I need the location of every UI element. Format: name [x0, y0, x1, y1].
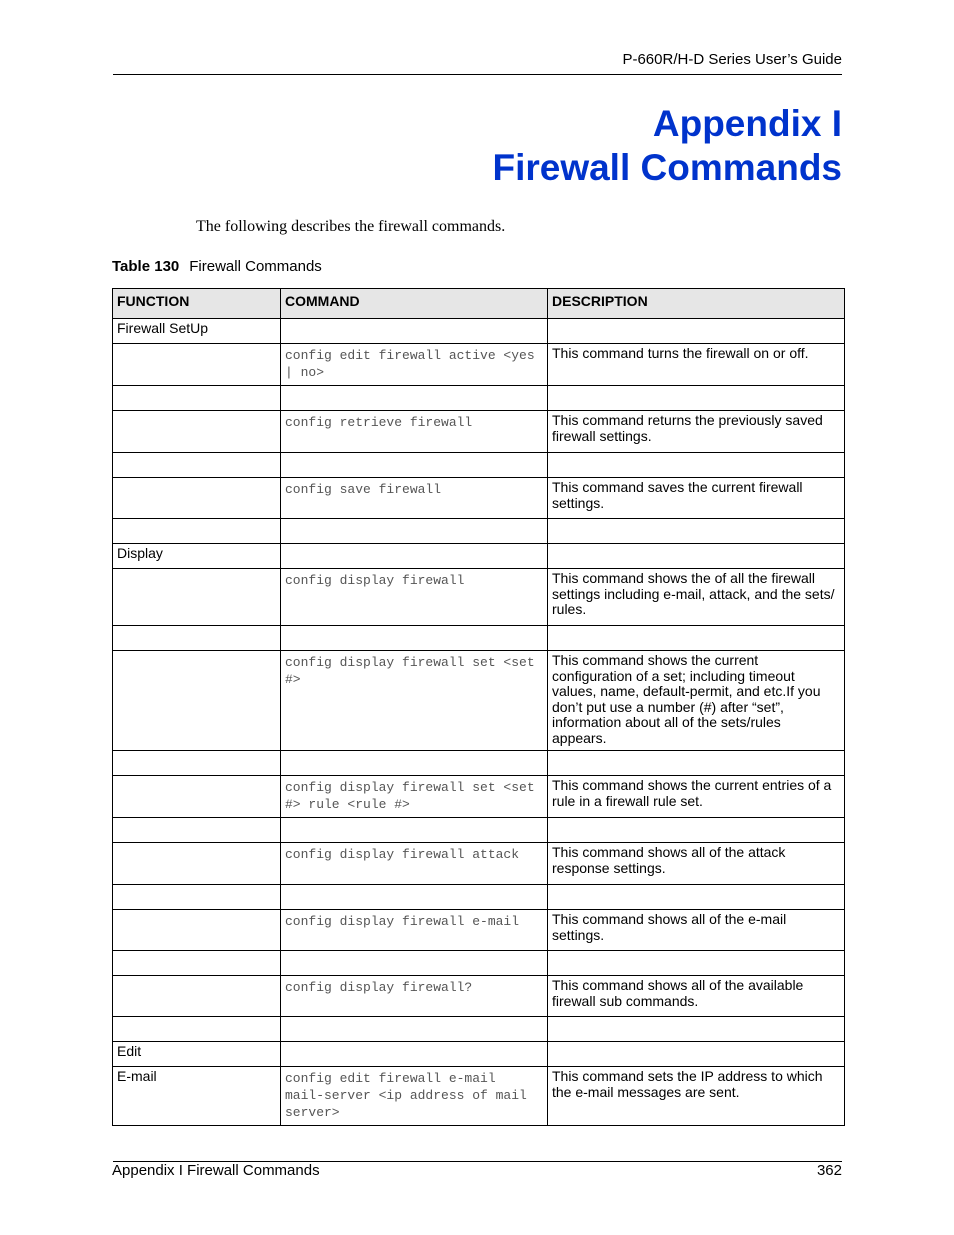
function-cell: [113, 453, 281, 478]
description-cell: [548, 626, 845, 651]
function-cell: [113, 478, 281, 519]
function-cell: Edit: [113, 1042, 281, 1067]
description-cell: [548, 885, 845, 910]
function-cell: Firewall SetUp: [113, 319, 281, 344]
description-cell: This command shows the of all the firewall settings including e-mail, attack, and the sets/ rules.: [548, 569, 845, 626]
table-row: [113, 776, 845, 818]
command-cell: config retrieve firewall: [281, 411, 548, 453]
description-cell: This command turns the firewall on or off.: [548, 344, 845, 386]
function-cell: E-mail: [113, 1067, 281, 1126]
table-row: [113, 453, 845, 478]
table-caption: [112, 258, 322, 275]
description-cell: [548, 1042, 845, 1067]
command-cell: config display firewall e-mail: [281, 910, 548, 951]
function-cell: [113, 951, 281, 976]
command-cell: [281, 319, 548, 344]
header-divider: [113, 74, 842, 75]
command-cell: config display firewall set <set #>: [281, 651, 548, 751]
description-cell: [548, 519, 845, 544]
table-row: [113, 1042, 845, 1067]
command-cell: config save firewall: [281, 478, 548, 519]
command-cell: [281, 885, 548, 910]
description-cell: [548, 386, 845, 411]
function-cell: [113, 1017, 281, 1042]
function-cell: [113, 569, 281, 626]
table-row: [113, 519, 845, 544]
function-cell: [113, 885, 281, 910]
description-cell: This command sets the IP address to which the e-mail messages are sent.: [548, 1067, 845, 1126]
command-cell: config display firewall attack: [281, 843, 548, 885]
function-cell: Display: [113, 544, 281, 569]
command-cell: [281, 1042, 548, 1067]
command-cell: [281, 818, 548, 843]
function-cell: [113, 843, 281, 885]
table-row: [113, 976, 845, 1017]
table-header-row: [113, 289, 845, 319]
description-cell: [548, 818, 845, 843]
table-row: [113, 1017, 845, 1042]
table-number: Table 130: [112, 258, 180, 275]
command-cell: [281, 453, 548, 478]
function-cell: [113, 344, 281, 386]
table-row: [113, 651, 845, 751]
description-cell: This command shows all of the available firewall sub commands.: [548, 976, 845, 1017]
command-cell: config display firewall: [281, 569, 548, 626]
table-row: [113, 478, 845, 519]
column-header-function: FUNCTION: [113, 289, 281, 319]
command-cell: config edit firewall e-mail mail-server <ip address of mail server>: [281, 1067, 548, 1126]
description-cell: [548, 453, 845, 478]
table-row: [113, 411, 845, 453]
firewall-commands-table: [112, 288, 845, 1126]
title-line-2: Firewall Commands: [492, 147, 842, 188]
description-cell: This command shows the current entries of a rule in a firewall rule set.: [548, 776, 845, 818]
table-row: [113, 818, 845, 843]
function-cell: [113, 651, 281, 751]
running-header: P-660R/H-D Series User’s Guide: [622, 51, 842, 68]
command-cell: config edit firewall active <yes | no>: [281, 344, 548, 386]
page-title: [492, 102, 842, 190]
column-header-description: DESCRIPTION: [548, 289, 845, 319]
table-row: [113, 569, 845, 626]
description-cell: [548, 319, 845, 344]
description-cell: [548, 751, 845, 776]
table-row: [113, 626, 845, 651]
description-cell: [548, 544, 845, 569]
command-cell: [281, 626, 548, 651]
table-row: [113, 751, 845, 776]
function-cell: [113, 976, 281, 1017]
command-cell: [281, 386, 548, 411]
table-row: [113, 386, 845, 411]
table-row: [113, 885, 845, 910]
intro-paragraph: The following describes the firewall commands.: [196, 218, 506, 235]
function-cell: [113, 776, 281, 818]
footer-section-title: Appendix I Firewall Commands: [112, 1162, 320, 1179]
function-cell: [113, 519, 281, 544]
description-cell: This command shows all of the e-mail settings.: [548, 910, 845, 951]
description-cell: This command shows all of the attack response settings.: [548, 843, 845, 885]
table-row: [113, 843, 845, 885]
description-cell: This command returns the previously saved firewall settings.: [548, 411, 845, 453]
function-cell: [113, 751, 281, 776]
table-caption-text: Firewall Commands: [189, 258, 322, 275]
function-cell: [113, 626, 281, 651]
function-cell: [113, 910, 281, 951]
description-cell: [548, 1017, 845, 1042]
table-row: [113, 910, 845, 951]
table-row: [113, 1067, 845, 1126]
title-line-1: Appendix I: [652, 103, 842, 144]
command-cell: [281, 519, 548, 544]
function-cell: [113, 818, 281, 843]
function-cell: [113, 386, 281, 411]
command-cell: config display firewall?: [281, 976, 548, 1017]
description-cell: This command shows the current configuration of a set; including timeout values, name, default-permit, and etc.If you don’t put use a number (#) after “set”, information about all of the sets/rules appears.: [548, 651, 845, 751]
page-number: 362: [816, 1162, 842, 1179]
command-cell: [281, 544, 548, 569]
column-header-command: COMMAND: [281, 289, 548, 319]
table-row: [113, 951, 845, 976]
description-cell: This command saves the current firewall settings.: [548, 478, 845, 519]
command-cell: [281, 951, 548, 976]
command-cell: [281, 1017, 548, 1042]
description-cell: [548, 951, 845, 976]
table-row: [113, 319, 845, 344]
table-row: [113, 544, 845, 569]
command-cell: config display firewall set <set #> rule <rule #>: [281, 776, 548, 818]
command-cell: [281, 751, 548, 776]
function-cell: [113, 411, 281, 453]
table-row: [113, 344, 845, 386]
